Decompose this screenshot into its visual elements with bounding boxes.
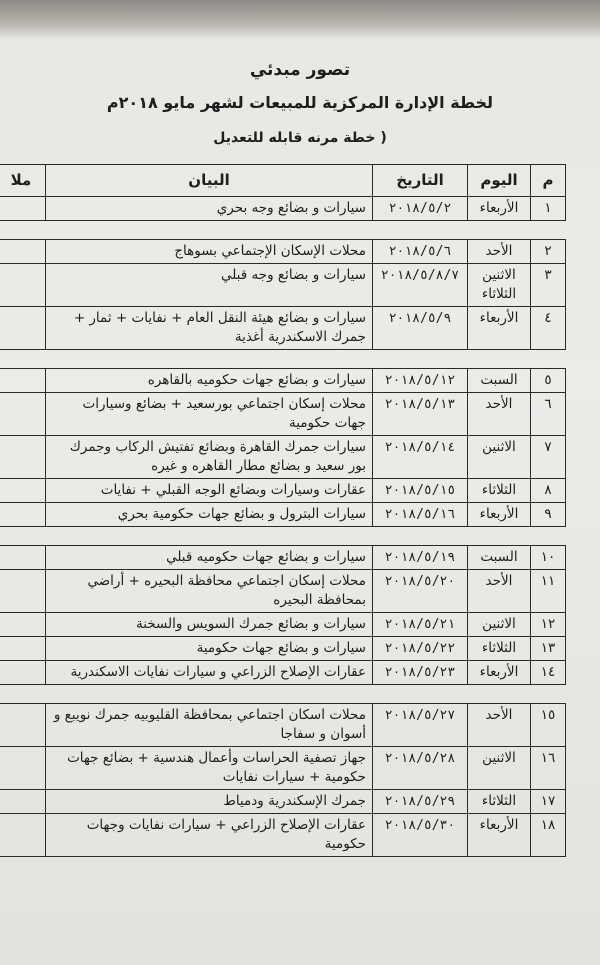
row-date: ٢٠١٨/٥/١٦ (373, 503, 468, 527)
table-row (0, 661, 566, 685)
row-number: ١٢ (531, 613, 566, 637)
separator-cell (0, 350, 566, 369)
row-notes (0, 546, 46, 570)
row-description: سيارات و بضائع وجه قبلي (46, 264, 373, 307)
row-date: ٢٠١٨/٥/١٢ (373, 369, 468, 393)
row-description: عقارات وسيارات وبضائع الوجه القبلي + نفايات (46, 479, 373, 503)
separator-cell (0, 685, 566, 704)
row-number: ١١ (531, 570, 566, 613)
row-date: ٢٠١٨/٥/٢٣ (373, 661, 468, 685)
group-separator (0, 685, 566, 704)
row-notes (0, 307, 46, 350)
row-notes (0, 197, 46, 221)
row-day: الثلاثاء (468, 790, 531, 814)
row-number: ١٧ (531, 790, 566, 814)
document-title: تصور مبدئي (249, 60, 351, 80)
row-day: السبت (468, 546, 531, 570)
table-row (0, 240, 566, 264)
row-number: ١٦ (531, 747, 566, 790)
row-number: ٩ (531, 503, 566, 527)
separator-cell (0, 221, 566, 240)
row-date: ٢٠١٨/٥/١٣ (373, 393, 468, 436)
row-day: الأربعاء (468, 503, 531, 527)
row-description: عقارات الإصلاح الزراعي + سيارات نفايات وجهات حكومية (46, 814, 373, 857)
row-description: سيارات و بضائع جمرك السويس والسخنة (46, 613, 373, 637)
row-day: الثلاثاء (468, 479, 531, 503)
table-row (0, 814, 566, 857)
row-notes (0, 240, 46, 264)
row-number: ٣ (531, 264, 566, 307)
header-m: م (531, 165, 566, 197)
row-notes (0, 436, 46, 479)
row-date: ٢٠١٨/٥/٩ (373, 307, 468, 350)
row-day: الأربعاء (468, 814, 531, 857)
row-notes (0, 369, 46, 393)
row-number: ١٠ (531, 546, 566, 570)
row-day: الأحد (468, 704, 531, 747)
row-day: الثلاثاء (468, 637, 531, 661)
table-row (0, 790, 566, 814)
row-notes (0, 393, 46, 436)
table-row (0, 704, 566, 747)
header-date: التاريخ (373, 165, 468, 197)
row-description: سيارات جمرك القاهرة وبضائع تفتيش الركاب وجمرك بور سعيد و بضائع مطار القاهره و غيره (46, 436, 373, 479)
row-description: جهاز تصفية الحراسات وأعمال هندسية + بضائع جهات حكومية + سيارات نفايات (46, 747, 373, 790)
row-description: سيارات البترول و بضائع جهات حكومية بحري (46, 503, 373, 527)
row-notes (0, 747, 46, 790)
row-date: ٢٠١٨/٥/٢٨ (373, 747, 468, 790)
row-description: محلات إسكان اجتماعي محافظة البحيره + أراضي بمحافظة البحيره (46, 570, 373, 613)
table-row (0, 369, 566, 393)
row-date: ٢٠١٨/٥/٢٩ (373, 790, 468, 814)
row-number: ١٤ (531, 661, 566, 685)
row-date: ٢٠١٨/٥/١٤ (373, 436, 468, 479)
row-notes (0, 570, 46, 613)
page-top-shadow (0, 0, 600, 38)
row-number: ١٨ (531, 814, 566, 857)
group-separator (0, 221, 566, 240)
row-description: محلات الإسكان الإجتماعي بسوهاج (46, 240, 373, 264)
row-notes (0, 264, 46, 307)
header-description: البيان (46, 165, 373, 197)
row-number: ٧ (531, 436, 566, 479)
header-day: اليوم (468, 165, 531, 197)
row-number: ١٥ (531, 704, 566, 747)
table-row (0, 264, 566, 307)
row-notes (0, 503, 46, 527)
row-date: ٢٠١٨/٥/١٥ (373, 479, 468, 503)
table-row (0, 479, 566, 503)
row-description: عقارات الإصلاح الزراعي و سيارات نفايات الاسكندرية (46, 661, 373, 685)
row-day: الأحد (468, 570, 531, 613)
row-description: سيارات و بضائع وجه بحري (46, 197, 373, 221)
document-subtitle: لخطة الإدارة المركزية للمبيعات لشهر مايو ٢٠١٨م (106, 93, 494, 112)
table-row (0, 546, 566, 570)
row-description: سيارات و بضائع جهات حكومية (46, 637, 373, 661)
row-date: ٢٠١٨/٥/٢٠ (373, 570, 468, 613)
row-day: الأحد (468, 393, 531, 436)
row-description: سيارات و بضائع جهات حكوميه قبلي (46, 546, 373, 570)
row-date: ٢٠١٨/٥/٢٢ (373, 637, 468, 661)
row-day: الاثنين (468, 747, 531, 790)
row-day: الاثنين (468, 613, 531, 637)
row-date: ٢٠١٨/٥/٢ (373, 197, 468, 221)
row-number: ٨ (531, 479, 566, 503)
row-number: ٦ (531, 393, 566, 436)
row-description: محلات اسكان اجتماعي بمحافظة القليوبيه جمرك نويبع و أسوان و سفاجا (46, 704, 373, 747)
row-notes (0, 613, 46, 637)
row-day: الاثنين (468, 436, 531, 479)
row-description: جمرك الإسكندرية ودمياط (46, 790, 373, 814)
row-date: ٢٠١٨/٥/٣٠ (373, 814, 468, 857)
table-row (0, 393, 566, 436)
row-day: السبت (468, 369, 531, 393)
separator-cell (0, 527, 566, 546)
row-date: ٢٠١٨/٥/٢١ (373, 613, 468, 637)
row-number: ٢ (531, 240, 566, 264)
row-date: ٢٠١٨/٥/٢٧ (373, 704, 468, 747)
row-day: الاثنين الثلاثاء (468, 264, 531, 307)
table-row (0, 307, 566, 350)
table-row (0, 197, 566, 221)
row-number: ٤ (531, 307, 566, 350)
document-note: ( خطة مرنه قابله للتعديل (213, 130, 387, 146)
table-row (0, 503, 566, 527)
row-day: الأحد (468, 240, 531, 264)
row-date: ٢٠١٨/٥/٦ (373, 240, 468, 264)
row-notes (0, 704, 46, 747)
schedule-body (0, 197, 566, 857)
header-notes: ملا (0, 165, 46, 197)
schedule-table (0, 164, 566, 857)
row-description: محلات إسكان اجتماعي بورسعيد + بضائع وسيارات جهات حكومية (46, 393, 373, 436)
table-row (0, 570, 566, 613)
row-notes (0, 790, 46, 814)
row-notes (0, 479, 46, 503)
table-row (0, 436, 566, 479)
table-row (0, 637, 566, 661)
group-separator (0, 350, 566, 369)
table-row (0, 747, 566, 790)
group-separator (0, 527, 566, 546)
row-notes (0, 661, 46, 685)
row-date: ٢٠١٨/٥/٨/٧ (373, 264, 468, 307)
row-day: الأربعاء (468, 661, 531, 685)
row-notes (0, 637, 46, 661)
table-header-row (0, 165, 566, 197)
row-day: الأربعاء (468, 197, 531, 221)
row-day: الأربعاء (468, 307, 531, 350)
row-date: ٢٠١٨/٥/١٩ (373, 546, 468, 570)
row-description: سيارات و بضائع هيئة النقل العام + نفايات + ثمار + جمرك الاسكندرية أغذية (46, 307, 373, 350)
row-notes (0, 814, 46, 857)
table-row (0, 613, 566, 637)
row-number: ١٣ (531, 637, 566, 661)
row-number: ٥ (531, 369, 566, 393)
row-number: ١ (531, 197, 566, 221)
row-description: سيارات و بضائع جهات حكوميه بالقاهره (46, 369, 373, 393)
